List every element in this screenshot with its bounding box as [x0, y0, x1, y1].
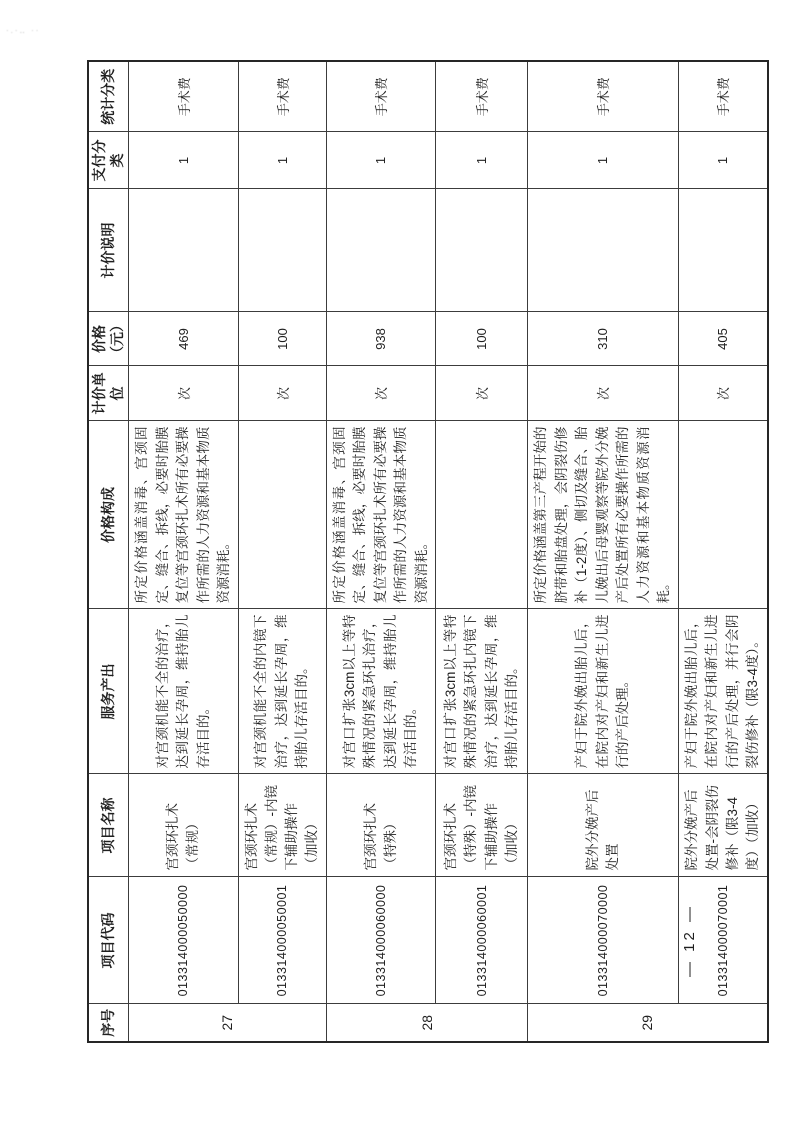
cell-serial: 28	[326, 1004, 528, 1042]
cell-unit: 次	[678, 366, 768, 421]
cell-composition: 所定价格涵盖消毒、宫颈固定、缝合、拆线，必要时胎膜复位等宫颈环扎术所有必要操作所需的人力资源和基本物质资源消耗。	[326, 421, 436, 609]
cell-name: 院外分娩产后处置	[528, 774, 679, 877]
table-row	[678, 61, 768, 1042]
cell-pay-class: 1	[678, 132, 768, 189]
cell-price: 310	[528, 312, 679, 366]
cell-code: 013314000050000	[129, 877, 239, 1004]
header-note: 计价说明	[88, 189, 129, 312]
cell-name: 宫颈环扎术（特殊）-内镜下辅助操作（加收）	[436, 774, 528, 877]
cell-pay-class: 1	[436, 132, 528, 189]
cell-price: 469	[129, 312, 239, 366]
cell-output: 对宫颈机能不全的治疗，达到延长孕周，维持胎儿存活目的。	[129, 609, 239, 774]
cell-composition	[238, 421, 326, 609]
header-composition: 价格构成	[88, 421, 129, 609]
scan-artifact: ·.·‥ ··	[6, 26, 41, 35]
cell-composition: 所定价格涵盖消毒、宫颈固定、缝合、拆线，必要时胎膜复位等宫颈环扎术所有必要操作所需的人力资源和基本物质资源消耗。	[129, 421, 239, 609]
cell-stat-class: 手术费	[129, 61, 239, 132]
cell-price: 100	[436, 312, 528, 366]
table-header-row	[88, 61, 129, 1042]
cell-note	[129, 189, 239, 312]
cell-output: 产妇于院外娩出胎儿后，在院内对产妇和新生儿进行的产后处理，并行会阴裂伤修补（限3-4度）。	[678, 609, 768, 774]
cell-serial: 27	[129, 1004, 327, 1042]
cell-pay-class: 1	[129, 132, 239, 189]
cell-price: 100	[238, 312, 326, 366]
cell-stat-class: 手术费	[678, 61, 768, 132]
cell-unit: 次	[129, 366, 239, 421]
cell-code: 013314000070001	[678, 877, 768, 1004]
cell-price: 405	[678, 312, 768, 366]
header-pay-class: 支付分类	[88, 132, 129, 189]
cell-output: 对宫口扩张3cm以上等特殊情况的紧急环扎治疗，达到延长孕周，维持胎儿存活目的。	[326, 609, 436, 774]
cell-output: 对宫颈机能不全的内镜下治疗，达到延长孕周，维持胎儿存活目的。	[238, 609, 326, 774]
cell-composition: 所定价格涵盖第三产程开始的脐带和胎盘处理，会阴裂伤修补（1-2度）、侧切及缝合、胎儿娩出后母婴观察等院外分娩产后处置所有必要操作所需的人力资源和基本物质资源消耗。	[528, 421, 679, 609]
pricing-table	[87, 60, 769, 1043]
cell-pay-class: 1	[528, 132, 679, 189]
cell-composition	[436, 421, 528, 609]
cell-name: 宫颈环扎术（常规）	[129, 774, 239, 877]
cell-note	[436, 189, 528, 312]
cell-note	[678, 189, 768, 312]
cell-unit: 次	[326, 366, 436, 421]
header-unit: 计价单位	[88, 366, 129, 421]
cell-name: 宫颈环扎术（特殊）	[326, 774, 436, 877]
cell-composition	[678, 421, 768, 609]
cell-note	[528, 189, 679, 312]
cell-name: 宫颈环扎术（常规）-内镜下辅助操作（加收）	[238, 774, 326, 877]
cell-price: 938	[326, 312, 436, 366]
rotated-sheet	[87, 62, 761, 1043]
cell-stat-class: 手术费	[238, 61, 326, 132]
table-row	[528, 61, 679, 1042]
table-row	[436, 61, 528, 1042]
table-row	[129, 61, 239, 1042]
cell-stat-class: 手术费	[326, 61, 436, 132]
cell-serial: 29	[528, 1004, 768, 1042]
page-number: — 12 —	[681, 903, 698, 977]
table-row	[238, 61, 326, 1042]
cell-code: 013314000060001	[436, 877, 528, 1004]
cell-stat-class: 手术费	[436, 61, 528, 132]
cell-code: 013314000070000	[528, 877, 679, 1004]
cell-unit: 次	[528, 366, 679, 421]
header-code: 项目代码	[88, 877, 129, 1004]
cell-note	[238, 189, 326, 312]
header-name: 项目名称	[88, 774, 129, 877]
cell-pay-class: 1	[238, 132, 326, 189]
table-row	[326, 61, 436, 1042]
cell-unit: 次	[436, 366, 528, 421]
cell-output: 对宫口扩张3cm以上等特殊情况的紧急环扎内镜下治疗，达到延长孕周，维持胎儿存活目的。	[436, 609, 528, 774]
cell-code: 013314000050001	[238, 877, 326, 1004]
cell-output: 产妇于院外娩出胎儿后，在院内对产妇和新生儿进行的产后处理。	[528, 609, 679, 774]
cell-pay-class: 1	[326, 132, 436, 189]
header-price: 价格（元）	[88, 312, 129, 366]
header-stat-class: 统计分类	[88, 61, 129, 132]
cell-note	[326, 189, 436, 312]
cell-code: 013314000060000	[326, 877, 436, 1004]
cell-name: 院外分娩产后处置-会阴裂伤修补（限3-4度）（加收）	[678, 774, 768, 877]
cell-unit: 次	[238, 366, 326, 421]
header-output: 服务产出	[88, 609, 129, 774]
cell-stat-class: 手术费	[528, 61, 679, 132]
header-serial: 序号	[88, 1004, 129, 1042]
